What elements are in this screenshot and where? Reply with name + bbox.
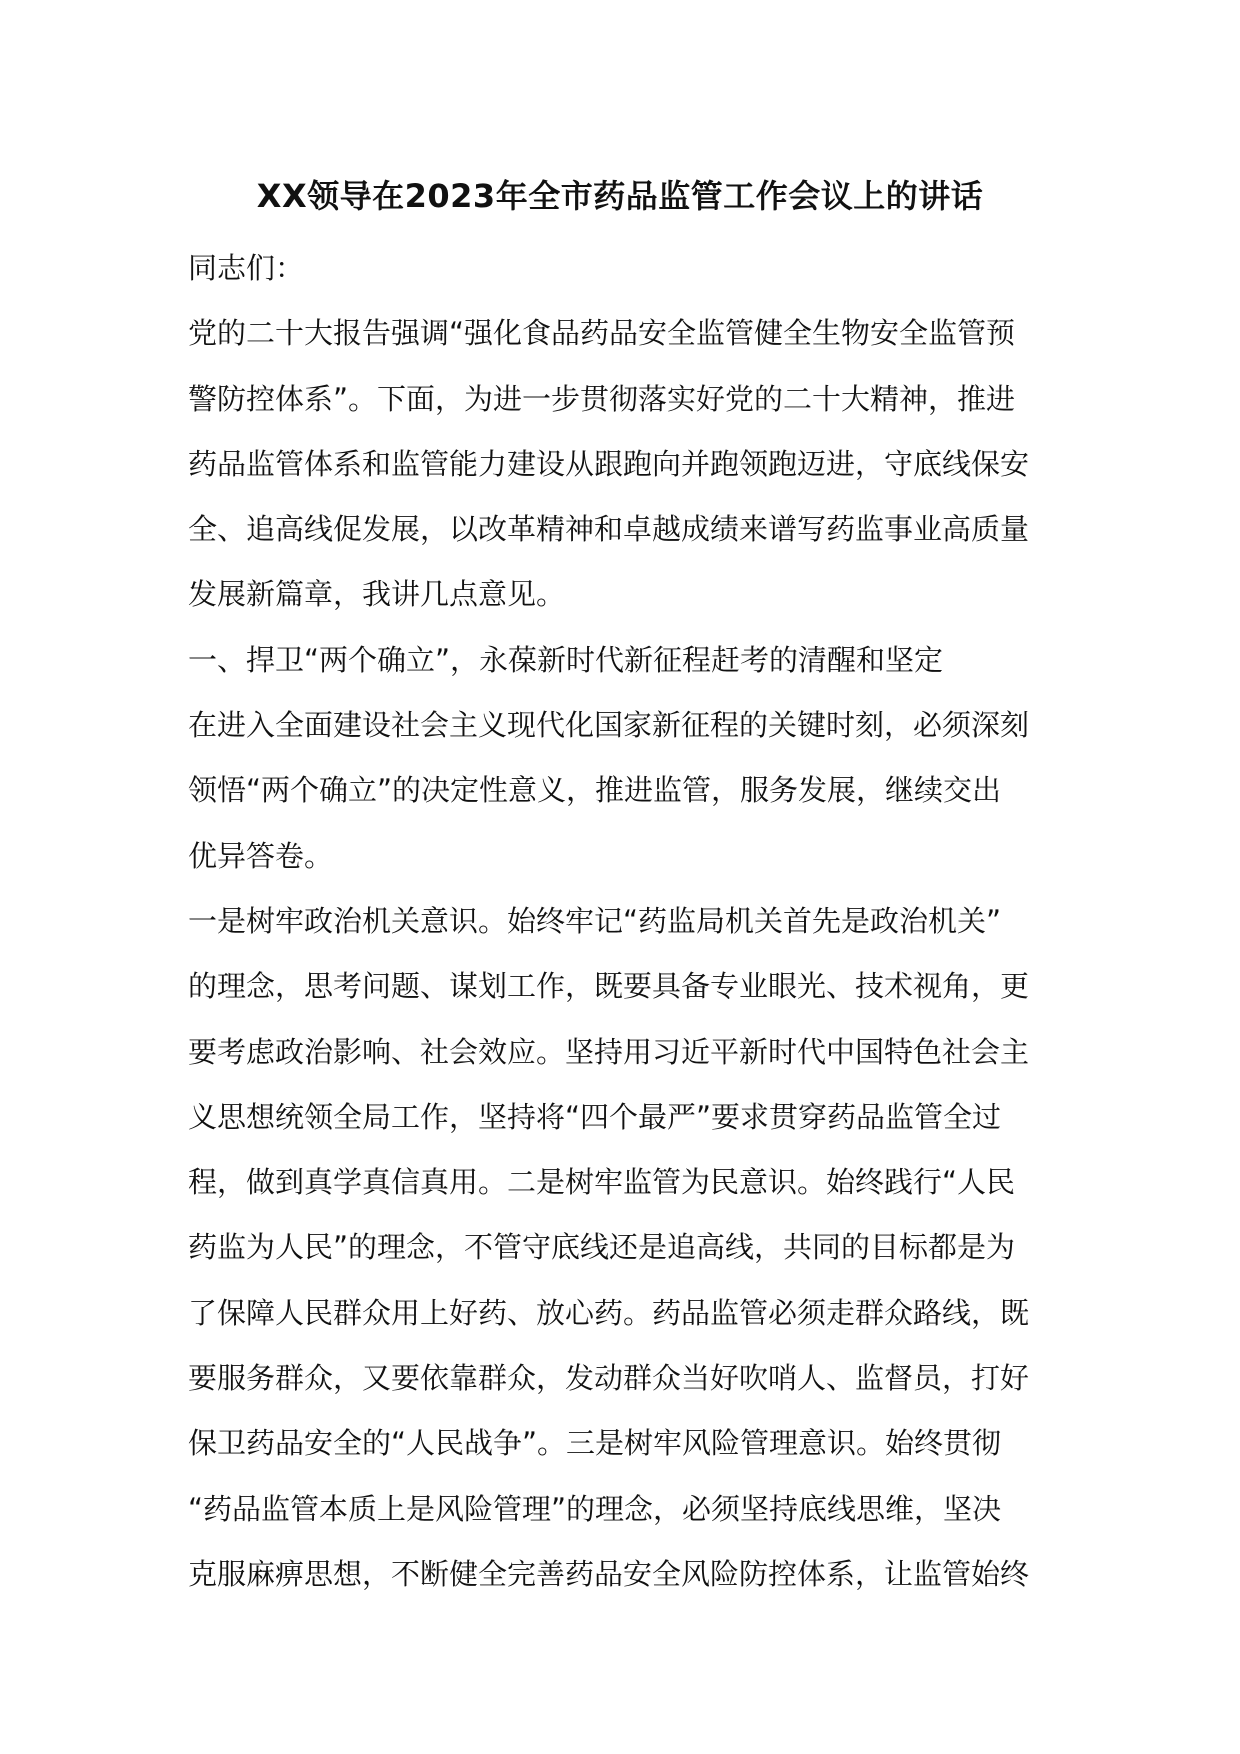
section-heading: 一、捍卫“两个确立”，永葆新时代新征程赶考的清醒和坚定	[188, 642, 944, 677]
paragraph-line: 义思想统领全局工作，坚持将“四个最严”要求贯穿药品监管全过	[188, 1099, 1002, 1134]
paragraph-line: “药品监管本质上是风险管理”的理念，必须坚持底线思维，坚决	[188, 1491, 1002, 1526]
paragraph-line: 领悟“两个确立”的决定性意义，推进监管，服务发展，继续交出	[188, 773, 1002, 808]
salutation-line: 同志们：	[188, 251, 305, 285]
paragraph-line: 了保障人民群众用上好药、放心药。药品监管必须走群众路线，既	[188, 1295, 1030, 1330]
document-body	[188, 236, 1068, 1607]
paragraph-line: 党的二十大报告强调“强化食品药品安全监管健全生物安全监管预	[188, 316, 1016, 351]
paragraph-line: 要服务群众，又要依靠群众，发动群众当好吹哨人、监督员，打好	[188, 1361, 1030, 1396]
paragraph-line: 克服麻痹思想，不断健全完善药品安全风险防控体系，让监管始终	[188, 1556, 1030, 1591]
document-title: XX领导在2023年全市药品监管工作会议上的讲话	[256, 177, 984, 215]
paragraph-line: 在进入全面建设社会主义现代化国家新征程的关键时刻，必须深刻	[188, 708, 1030, 743]
paragraph-line: 要考虑政治影响、社会效应。坚持用习近平新时代中国特色社会主	[188, 1034, 1030, 1069]
paragraph-line: 药监为人民”的理念，不管守底线还是追高线，共同的目标都是为	[188, 1230, 1016, 1265]
paragraph-line: 优异答卷。	[188, 838, 334, 873]
paragraph-line: 一是树牢政治机关意识。始终牢记“药监局机关首先是政治机关”	[188, 903, 1002, 938]
paragraph-line: 药品监管体系和监管能力建设从跟跑向并跑领跑迈进，守底线保安	[188, 446, 1030, 481]
paragraph-line: 程，做到真学真信真用。二是树牢监管为民意识。始终践行“人民	[188, 1165, 1016, 1200]
paragraph-line: 保卫药品安全的“人民战争”。三是树牢风险管理意识。始终贯彻	[188, 1426, 1002, 1461]
paragraph-line: 警防控体系”。下面，为进一步贯彻落实好党的二十大精神，推进	[188, 381, 1016, 416]
paragraph-line: 全、追高线促发展，以改革精神和卓越成绩来谱写药监事业高质量	[188, 512, 1030, 547]
paragraph-line: 发展新篇章，我讲几点意见。	[188, 577, 566, 612]
paragraph-line: 的理念，思考问题、谋划工作，既要具备专业眼光、技术视角，更	[188, 969, 1030, 1004]
